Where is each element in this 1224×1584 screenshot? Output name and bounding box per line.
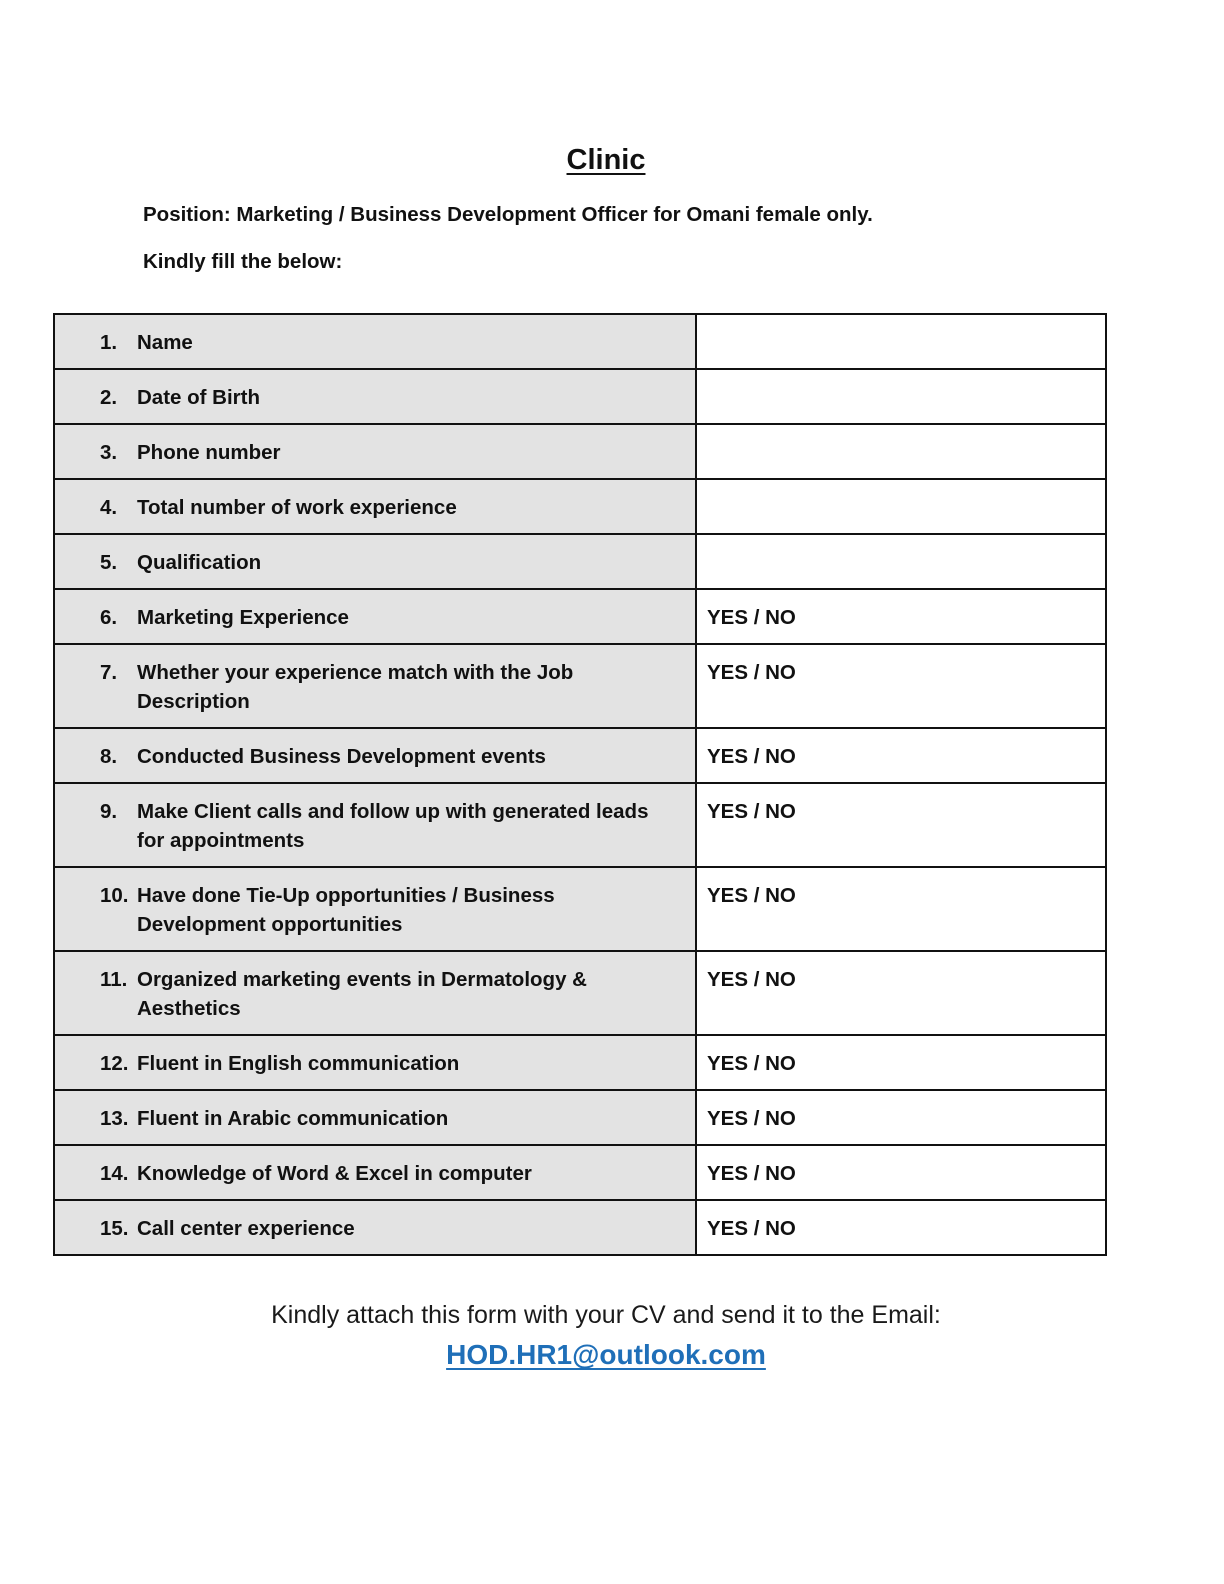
question-label: Name xyxy=(137,331,193,354)
question-label: Date of Birth xyxy=(137,386,260,409)
attach-instruction: Kindly attach this form with your CV and send it to the Email: xyxy=(271,1301,941,1329)
table-row xyxy=(54,534,1106,589)
table-row xyxy=(54,644,1106,728)
question-number: 6. xyxy=(100,606,118,629)
question-number: 12. xyxy=(100,1052,129,1075)
question-cell xyxy=(54,314,696,369)
question-number: 9. xyxy=(100,800,118,823)
question-number: 1. xyxy=(100,331,118,354)
question-label: Call center experience xyxy=(137,1217,355,1240)
question-label: Fluent in Arabic communication xyxy=(137,1107,449,1130)
question-cell xyxy=(54,1145,696,1200)
question-cell xyxy=(54,479,696,534)
yes-no-option: YES / NO xyxy=(707,745,796,768)
email-link[interactable]: HOD.HR1@outlook.com xyxy=(446,1339,766,1370)
question-cell xyxy=(54,589,696,644)
fill-instruction: Kindly fill the below: xyxy=(143,250,343,273)
table-row xyxy=(54,728,1106,783)
question-label: Total number of work experience xyxy=(137,496,457,519)
question-label: Knowledge of Word & Excel in computer xyxy=(137,1162,532,1185)
answer-cell-qualification[interactable] xyxy=(696,534,1106,589)
question-number: 11. xyxy=(100,968,128,991)
answer-cell-date-of-birth[interactable] xyxy=(696,369,1106,424)
question-cell xyxy=(54,1090,696,1145)
table-row xyxy=(54,479,1106,534)
question-cell xyxy=(54,534,696,589)
table-row xyxy=(54,1090,1106,1145)
answer-cell-yes-no[interactable] xyxy=(696,589,1106,644)
question-number: 8. xyxy=(100,745,118,768)
table-row xyxy=(54,589,1106,644)
answer-cell-phone-number[interactable] xyxy=(696,424,1106,479)
question-label: Whether your experience match with the Job Description xyxy=(137,661,574,713)
question-number: 15. xyxy=(100,1217,129,1240)
answer-text xyxy=(697,315,1105,328)
question-cell xyxy=(54,369,696,424)
answer-cell-name[interactable] xyxy=(696,314,1106,369)
answer-text xyxy=(697,535,1105,548)
answer-cell-yes-no[interactable] xyxy=(696,1035,1106,1090)
position-description: Position: Marketing / Business Development Officer for Omani female only. xyxy=(143,203,873,226)
question-cell xyxy=(54,1200,696,1255)
answer-cell-yes-no[interactable] xyxy=(696,867,1106,951)
answer-cell-yes-no[interactable] xyxy=(696,728,1106,783)
question-cell xyxy=(54,728,696,783)
answer-cell-work-experience[interactable] xyxy=(696,479,1106,534)
table-row xyxy=(54,783,1106,867)
yes-no-option: YES / NO xyxy=(707,606,796,629)
yes-no-option: YES / NO xyxy=(707,1217,796,1240)
email-link-container xyxy=(0,1339,1212,1371)
question-number: 3. xyxy=(100,441,118,464)
question-label: Make Client calls and follow up with generated leads for appointments xyxy=(137,800,649,852)
table-row xyxy=(54,424,1106,479)
table-row xyxy=(54,1200,1106,1255)
question-number: 14. xyxy=(100,1162,129,1185)
question-label: Conducted Business Development events xyxy=(137,745,546,768)
table-row xyxy=(54,867,1106,951)
table-row xyxy=(54,369,1106,424)
question-number: 2. xyxy=(100,386,118,409)
page-title: Clinic xyxy=(566,144,646,176)
question-number: 4. xyxy=(100,496,118,519)
question-number: 7. xyxy=(100,661,118,684)
answer-cell-yes-no[interactable] xyxy=(696,1145,1106,1200)
yes-no-option: YES / NO xyxy=(707,800,796,823)
application-form-table xyxy=(53,313,1107,1256)
answer-text xyxy=(697,370,1105,383)
answer-cell-yes-no[interactable] xyxy=(696,1090,1106,1145)
question-number: 5. xyxy=(100,551,118,574)
question-label: Marketing Experience xyxy=(137,606,349,629)
yes-no-option: YES / NO xyxy=(707,1162,796,1185)
yes-no-option: YES / NO xyxy=(707,661,796,684)
yes-no-option: YES / NO xyxy=(707,884,796,907)
yes-no-option: YES / NO xyxy=(707,968,796,991)
question-cell xyxy=(54,867,696,951)
question-number: 13. xyxy=(100,1107,129,1130)
question-cell xyxy=(54,1035,696,1090)
yes-no-option: YES / NO xyxy=(707,1052,796,1075)
table-row xyxy=(54,1145,1106,1200)
question-label: Phone number xyxy=(137,441,281,464)
answer-cell-yes-no[interactable] xyxy=(696,1200,1106,1255)
question-label: Qualification xyxy=(137,551,262,574)
yes-no-option: YES / NO xyxy=(707,1107,796,1130)
table-row xyxy=(54,314,1106,369)
question-label: Fluent in English communication xyxy=(137,1052,460,1075)
question-cell xyxy=(54,644,696,728)
question-cell xyxy=(54,951,696,1035)
answer-cell-yes-no[interactable] xyxy=(696,951,1106,1035)
answer-text xyxy=(697,425,1105,438)
question-label: Organized marketing events in Dermatology & Aesthetics xyxy=(137,968,587,1020)
table-row xyxy=(54,1035,1106,1090)
answer-cell-yes-no[interactable] xyxy=(696,644,1106,728)
table-row xyxy=(54,951,1106,1035)
question-cell xyxy=(54,783,696,867)
question-label: Have done Tie-Up opportunities / Business Development opportunities xyxy=(137,884,555,936)
question-number: 10. xyxy=(100,884,129,907)
answer-cell-yes-no[interactable] xyxy=(696,783,1106,867)
question-cell xyxy=(54,424,696,479)
answer-text xyxy=(697,480,1105,493)
